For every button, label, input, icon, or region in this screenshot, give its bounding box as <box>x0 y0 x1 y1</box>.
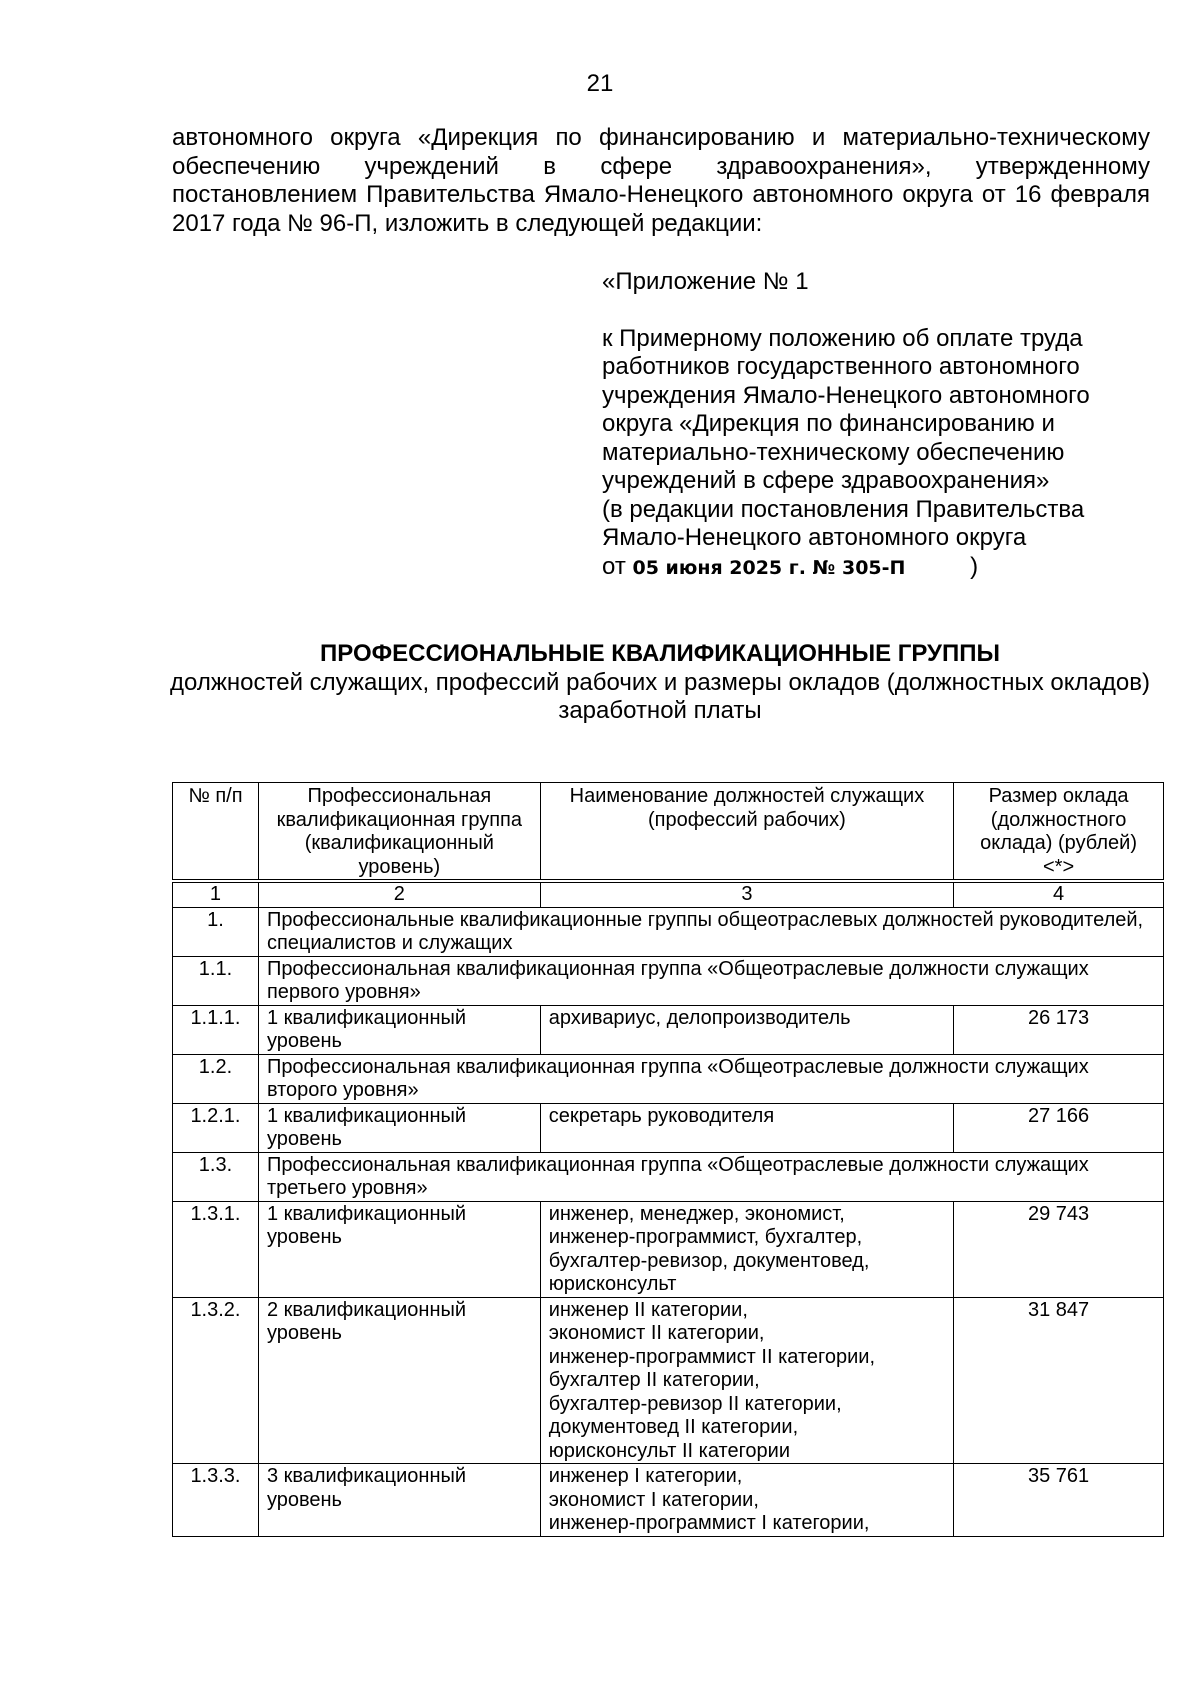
group-title: Профессиональная квалификационная группа «Общеотраслевые должности служащих второго уровня» <box>258 1054 1163 1103</box>
column-number: 2 <box>258 881 540 907</box>
date-value: 05 июня 2025 г. № 305-П <box>632 556 906 579</box>
position-line: инженер, менеджер, экономист, <box>548 1202 845 1225</box>
qualification-level: 1 квалификационный уровень <box>258 1005 540 1054</box>
row-number: 1.2. <box>173 1054 259 1103</box>
position-line: архивариус, делопроизводитель <box>548 1006 851 1029</box>
row-number: 1.3.2. <box>173 1297 259 1464</box>
positions <box>540 1464 953 1537</box>
salary: 26 173 <box>954 1005 1164 1054</box>
table-row <box>173 1103 1164 1152</box>
appendix-line: материально-техническому обеспечению <box>602 438 1065 466</box>
group-title: Профессиональные квалификационные группы общеотраслевых должностей руководителей, специалистов и служащих <box>258 907 1163 956</box>
group-title: Профессиональная квалификационная группа «Общеотраслевые должности служащих третьего уровня» <box>258 1152 1163 1201</box>
intro-paragraph: автономного округа «Дирекция по финансированию и материально-техническому обеспечению учреждений в сфере здравоохранения», утвержденному постановлением Правительства Ямало-Ненецкого автономного округа от 16 февраля 2017 года № 96-П, изложить в следующей редакции: <box>172 124 1150 237</box>
position-line: документовед II категории, <box>548 1416 799 1438</box>
position-line: юрисконсульт <box>548 1273 677 1295</box>
position-line: экономист II категории, <box>548 1322 765 1344</box>
header-cell-positions: Наименование должностей служащих (профессий рабочих) <box>540 783 953 882</box>
row-number: 1. <box>173 907 259 956</box>
salary: 29 743 <box>954 1201 1164 1297</box>
salary: 31 847 <box>954 1297 1164 1464</box>
table-row <box>173 1201 1164 1297</box>
table-row <box>173 1005 1164 1054</box>
appendix-date-line <box>602 553 1162 583</box>
header-cell-group: Профессиональная квалификационная группа (квалификационный уровень) <box>258 783 540 882</box>
position-line: бухгалтер II категории, <box>548 1369 760 1391</box>
position-line: бухгалтер-ревизор II категории, <box>548 1392 842 1415</box>
position-line: инженер II категории, <box>548 1298 748 1321</box>
qualification-level: 2 квалификационный уровень <box>258 1297 540 1464</box>
position-line: юрисконсульт II категории <box>548 1439 791 1462</box>
position-line: бухгалтер-ревизор, документовед, <box>548 1249 870 1272</box>
page-number: 21 <box>586 70 614 97</box>
row-number: 1.1.1. <box>173 1005 259 1054</box>
appendix-line: Ямало-Ненецкого автономного округа <box>602 524 1027 551</box>
appendix-block <box>602 268 1162 582</box>
positions <box>540 1201 953 1297</box>
header-cell-number: № п/п <box>173 783 259 882</box>
appendix-line: (в редакции постановления Правительства <box>602 495 1085 523</box>
positions <box>540 1297 953 1464</box>
positions <box>540 1103 953 1152</box>
column-number-row <box>173 881 1164 907</box>
appendix-title: «Приложение № 1 <box>602 268 809 295</box>
column-number: 1 <box>173 881 259 907</box>
qualification-level: 1 квалификационный уровень <box>258 1103 540 1152</box>
appendix-line: учреждений в сфере здравоохранения» <box>602 467 1050 494</box>
row-number: 1.2.1. <box>173 1103 259 1152</box>
table-row <box>173 1152 1164 1201</box>
table-row <box>173 956 1164 1005</box>
row-number: 1.3.3. <box>173 1464 259 1537</box>
appendix-line: округа «Дирекция по финансированию и <box>602 410 1055 437</box>
table-row <box>173 1464 1164 1537</box>
qualification-level: 1 квалификационный уровень <box>258 1201 540 1297</box>
positions <box>540 1005 953 1054</box>
column-number: 4 <box>954 881 1164 907</box>
row-number: 1.3. <box>173 1152 259 1201</box>
appendix-line: учреждения Ямало-Ненецкого автономного <box>602 381 1090 409</box>
table-header-row <box>173 783 1164 882</box>
table-row <box>173 1297 1164 1464</box>
table-row <box>173 1054 1164 1103</box>
position-line: инженер-программист II категории, <box>548 1345 875 1368</box>
row-number: 1.3.1. <box>173 1201 259 1297</box>
position-line: инженер-программист, бухгалтер, <box>548 1226 863 1248</box>
appendix-lines <box>602 325 1162 553</box>
qualification-level: 3 квалификационный уровень <box>258 1464 540 1537</box>
salary: 35 761 <box>954 1464 1164 1537</box>
heading-title: ПРОФЕССИОНАЛЬНЫЕ КВАЛИФИКАЦИОННЫЕ ГРУППЫ <box>320 640 1000 667</box>
table-row <box>173 907 1164 956</box>
heading-subtitle: должностей служащих, профессий рабочих и размеры окладов (должностных окладов) заработной платы <box>170 668 1150 724</box>
position-line: инженер-программист I категории, <box>548 1512 870 1534</box>
appendix-line: к Примерному положению об оплате труда <box>602 324 1083 352</box>
row-number: 1.1. <box>173 956 259 1005</box>
position-line: экономист I категории, <box>548 1488 759 1511</box>
position-line: секретарь руководителя <box>548 1104 775 1127</box>
salary: 27 166 <box>954 1103 1164 1152</box>
header-cell-salary: Размер оклада (должностного оклада) (рублей) <*> <box>954 783 1164 882</box>
salary-table <box>172 782 1164 1537</box>
date-suffix: ) <box>970 552 979 580</box>
appendix-line: работников государственного автономного <box>602 353 1080 380</box>
section-heading <box>160 640 1160 726</box>
group-title: Профессиональная квалификационная группа «Общеотраслевые должности служащих первого уровня» <box>258 956 1163 1005</box>
position-line: инженер I категории, <box>548 1465 743 1487</box>
column-number: 3 <box>540 881 953 907</box>
date-prefix: от <box>602 552 626 580</box>
